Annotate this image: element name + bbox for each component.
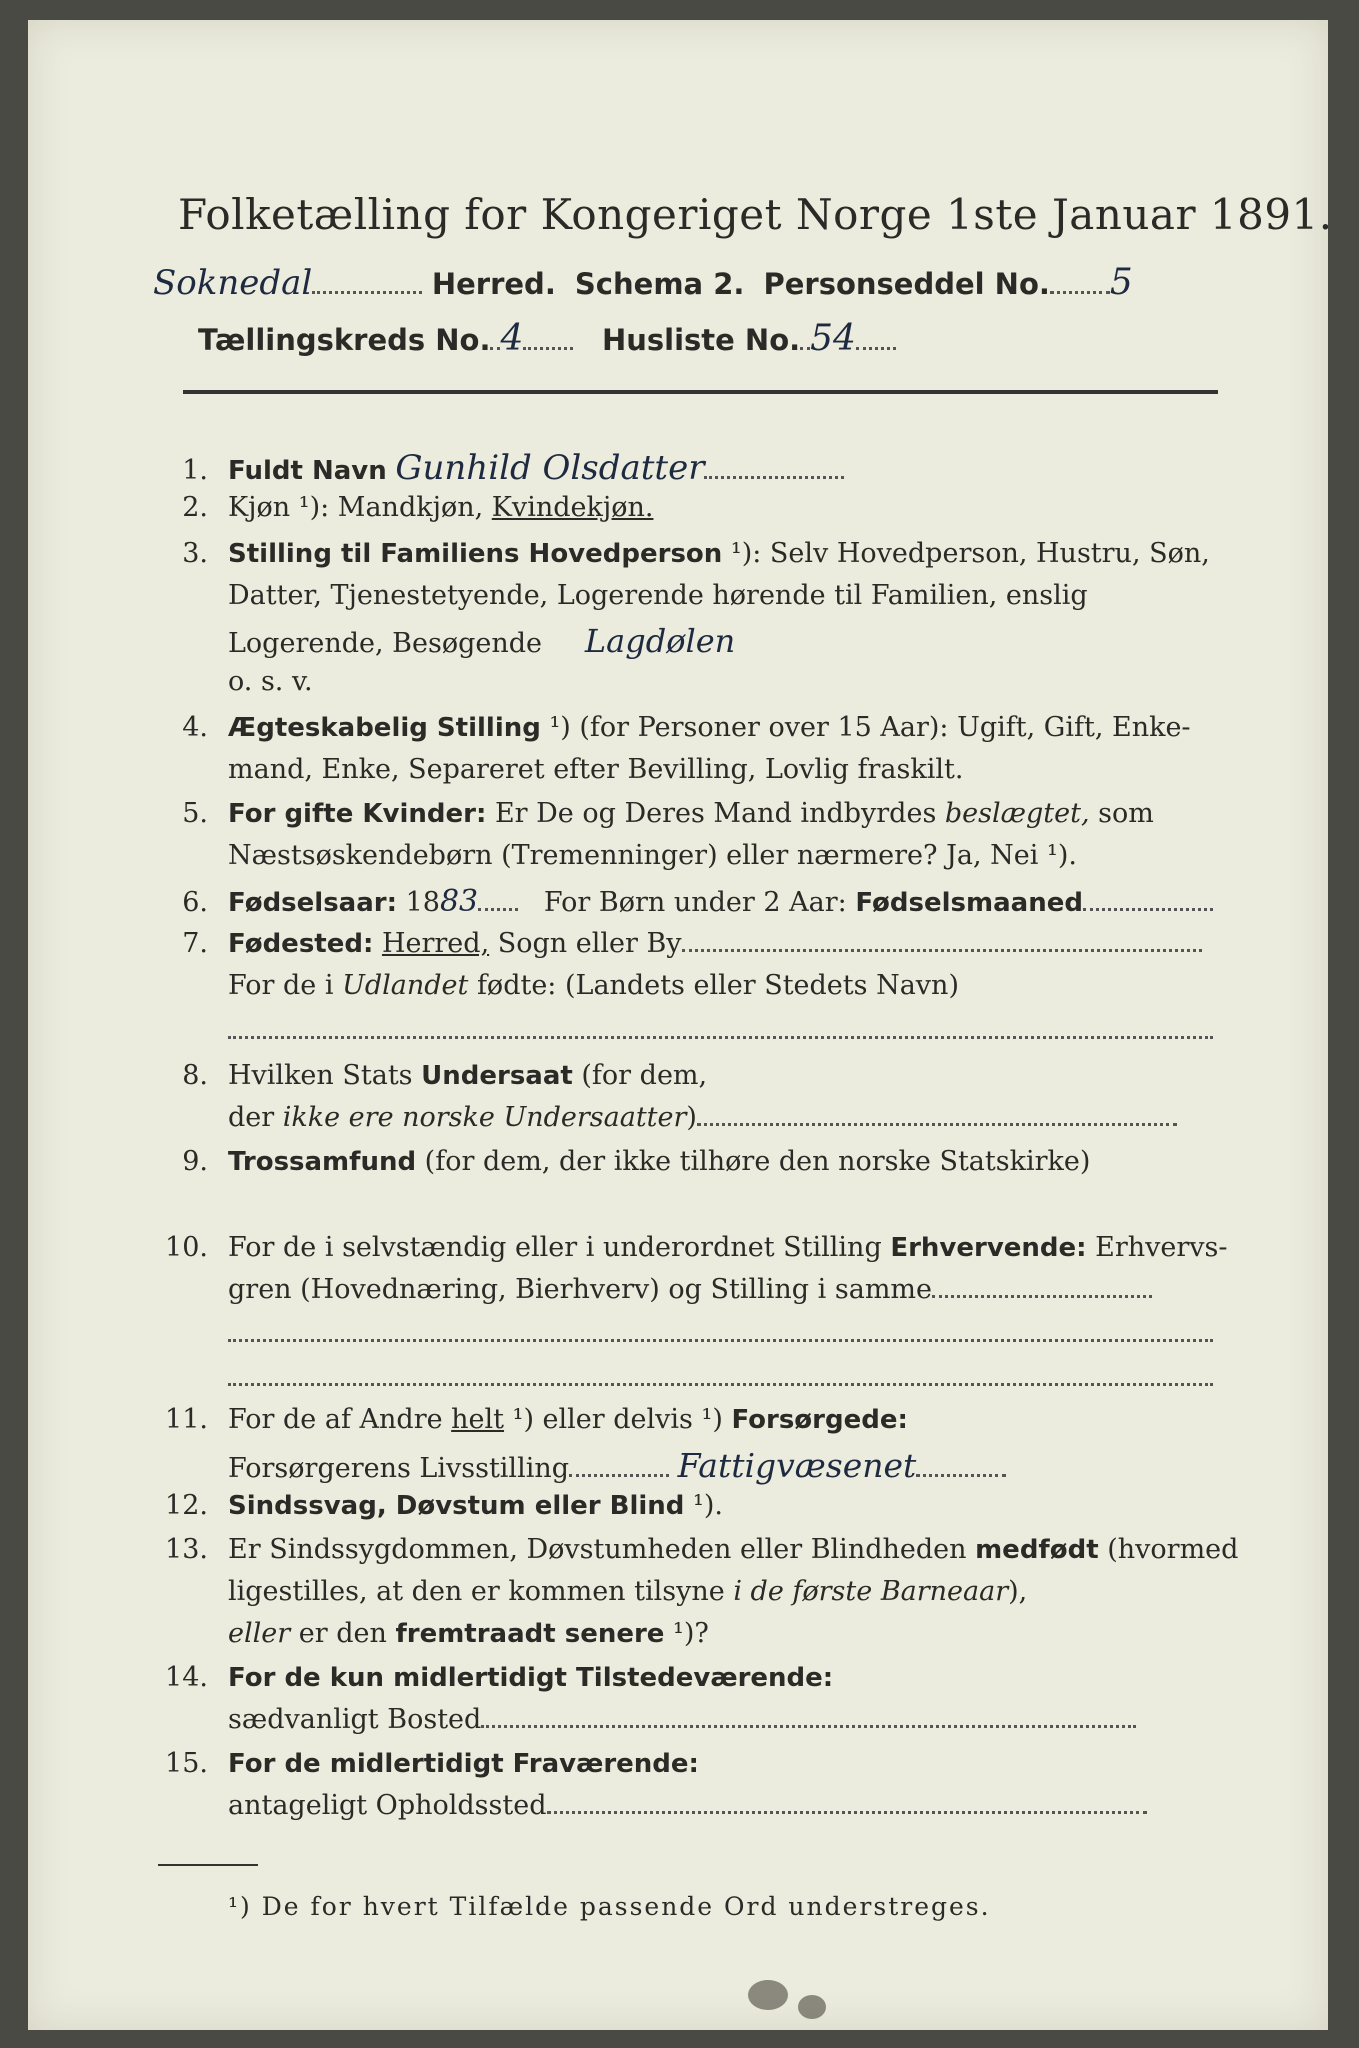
q9-text: (for dem, der ikke tilhøre den norske Statskirke) <box>416 1146 1091 1177</box>
q7-text: Sogn eller By <box>489 928 682 959</box>
q3-number: 3. <box>182 538 208 569</box>
q2-number: 2. <box>182 492 208 523</box>
q8-line2: der ikke ere norske Undersaatter) <box>228 1102 1177 1133</box>
q5-text: Er De og Deres Mand indbyrdes <box>486 798 945 829</box>
q15-line2: antageligt Opholdssted <box>228 1790 1147 1821</box>
footnote-rule <box>158 1864 258 1866</box>
q6-row <box>148 884 1213 919</box>
q11-line2: Forsørgerens Livsstilling Fattigvæsenet <box>228 1446 1006 1485</box>
q1-row <box>148 448 844 488</box>
q2-text: Kjøn ¹): Mandkjøn, <box>228 492 492 523</box>
q12-row: 12. Sindssvag, Døvstum eller Blind ¹). <box>148 1490 723 1521</box>
husliste-handwritten: 54 <box>810 318 856 359</box>
q10-line2: gren (Hovednæring, Bierhverv) og Stilling i samme <box>228 1274 1152 1305</box>
form-title: Folketælling for Kongeriget Norge 1ste Januar 1891. <box>178 190 1333 239</box>
q4-row <box>148 712 1191 743</box>
q1-number: 1. <box>182 455 208 486</box>
q6-handwritten-year: 83 <box>439 884 479 919</box>
q4-text: ¹) (for Personer over 15 Aar): Ugift, Gift, Enke- <box>540 712 1191 743</box>
q6-text: For Børn under 2 Aar: <box>543 887 856 918</box>
q10-blank-2 <box>228 1362 1213 1393</box>
q9-row <box>148 1146 1090 1177</box>
q5-number: 5. <box>182 798 208 829</box>
q6-bold2: Fødselsmaaned <box>855 888 1083 918</box>
q10-number: 10. <box>165 1232 208 1263</box>
paper-damage <box>798 1995 826 2019</box>
q10-blank-1 <box>228 1318 1213 1349</box>
q3-text: ¹): Selv Hovedperson, Hustru, Søn, <box>722 538 1210 569</box>
q13-bold2: fremtraadt senere <box>395 1619 665 1649</box>
q6-number: 6. <box>182 887 208 918</box>
q10-bold: Erhvervende: <box>890 1233 1087 1263</box>
q7-line2: For de i Udlandet fødte: (Landets eller Stedets Navn) <box>228 970 959 1001</box>
q4-bold: Ægteskabelig Stilling <box>228 713 541 743</box>
q6-year-prefix: 18 <box>397 887 440 918</box>
q9-number: 9. <box>182 1146 208 1177</box>
q10-row: 10. For de i selvstændig eller i underordnet Stilling Erhvervende: Erhvervs- <box>148 1232 1228 1263</box>
q2-underlined: Kvindekjøn. <box>491 492 654 523</box>
q13-bold: medfødt <box>975 1535 1099 1565</box>
q3-row <box>148 538 1210 569</box>
personseddel-handwritten: 5 <box>1109 262 1133 303</box>
q11-row: 11. For de af Andre helt ¹) eller delvis ¹) Forsørgede: <box>148 1404 908 1435</box>
q2-row <box>148 492 653 523</box>
q5-row <box>148 798 1154 829</box>
footnote: ¹) De for hvert Tilfælde passende Ord understreges. <box>228 1892 991 1921</box>
q7-blank-line <box>228 1015 1213 1046</box>
q13-number: 13. <box>165 1534 208 1565</box>
q8-italic: ikke ere norske Undersaatter <box>282 1102 687 1133</box>
q14-line2: sædvanligt Bosted <box>228 1704 1136 1735</box>
q15-row <box>148 1748 699 1779</box>
q11-bold: Forsørgede: <box>731 1405 908 1435</box>
q9-bold: Trossamfund <box>228 1147 417 1177</box>
herred-line <box>153 262 1133 303</box>
q3-line4: o. s. v. <box>228 666 313 697</box>
q3-handwritten: Lagdølen <box>584 622 736 660</box>
q5-line2: Næstsøskendebørn (Tremenninger) eller nærmere? Ja, Nei ¹). <box>228 840 1077 871</box>
q4-line2: mand, Enke, Separeret efter Bevilling, Lovlig fraskilt. <box>228 754 964 785</box>
q7-italic: Udlandet <box>342 970 469 1001</box>
q5-text-b: som <box>1089 798 1154 829</box>
q1-label: Fuldt Navn <box>228 456 387 486</box>
q12-bold: Sindssvag, Døvstum eller Blind <box>228 1491 685 1521</box>
q8-row: 8. Hvilken Stats Undersaat (for dem, <box>148 1060 707 1091</box>
q5-italic: beslægtet, <box>944 798 1090 829</box>
q15-bold: For de midlertidigt Fraværende: <box>228 1749 699 1779</box>
personseddel-label: Personseddel No. <box>763 267 1050 301</box>
herred-label: Herred. <box>431 267 556 301</box>
q7-bold: Fødested: <box>228 929 374 959</box>
q15-number: 15. <box>165 1748 208 1779</box>
q7-row <box>148 928 1202 959</box>
q3-line2: Datter, Tjenestetyende, Logerende hørende til Familien, enslig <box>228 580 1088 611</box>
husliste-label: Husliste No. <box>601 323 801 357</box>
q4-number: 4. <box>182 712 208 743</box>
q7-underlined: Herred, <box>381 928 490 959</box>
q14-row <box>148 1662 833 1693</box>
q8-bold: Undersaat <box>421 1061 573 1091</box>
q1-handwritten-name: Gunhild Olsdatter <box>395 448 705 488</box>
q3-bold: Stilling til Familiens Hovedperson <box>228 539 723 569</box>
kreds-line <box>198 318 896 359</box>
header-rule <box>183 390 1218 394</box>
q3-line3-text: Logerende, Besøgende <box>228 628 542 659</box>
paper-damage <box>748 1980 788 2010</box>
q5-bold: For gifte Kvinder: <box>228 799 487 829</box>
q8-number: 8. <box>182 1060 208 1091</box>
q3-line3 <box>228 622 735 660</box>
q14-bold: For de kun midlertidigt Tilstedeværende: <box>228 1663 834 1693</box>
q11-handwritten: Fattigvæsenet <box>677 1446 917 1485</box>
kreds-label: Tællingskreds No. <box>198 323 491 357</box>
q13-line3: eller er den fremtraadt senere ¹)? <box>228 1618 709 1649</box>
q6-bold: Fødselsaar: <box>228 888 397 918</box>
herred-handwritten: Soknedal <box>153 263 313 303</box>
q11-underlined: helt <box>451 1404 505 1435</box>
schema-label: Schema 2. <box>574 267 745 301</box>
q14-number: 14. <box>165 1662 208 1693</box>
q13-row: 13. Er Sindssygdommen, Døvstumheden eller Blindheden medfødt (hvormed <box>148 1534 1238 1565</box>
q11-number: 11. <box>165 1404 208 1435</box>
kreds-handwritten: 4 <box>500 318 524 359</box>
q13-italic: i de første Barneaar <box>733 1576 1009 1607</box>
census-form-page <box>28 20 1333 2030</box>
q7-number: 7. <box>182 928 208 959</box>
q13-line2: ligestilles, at den er kommen tilsyne i de første Barneaar), <box>228 1576 1028 1607</box>
q12-number: 12. <box>165 1490 208 1521</box>
